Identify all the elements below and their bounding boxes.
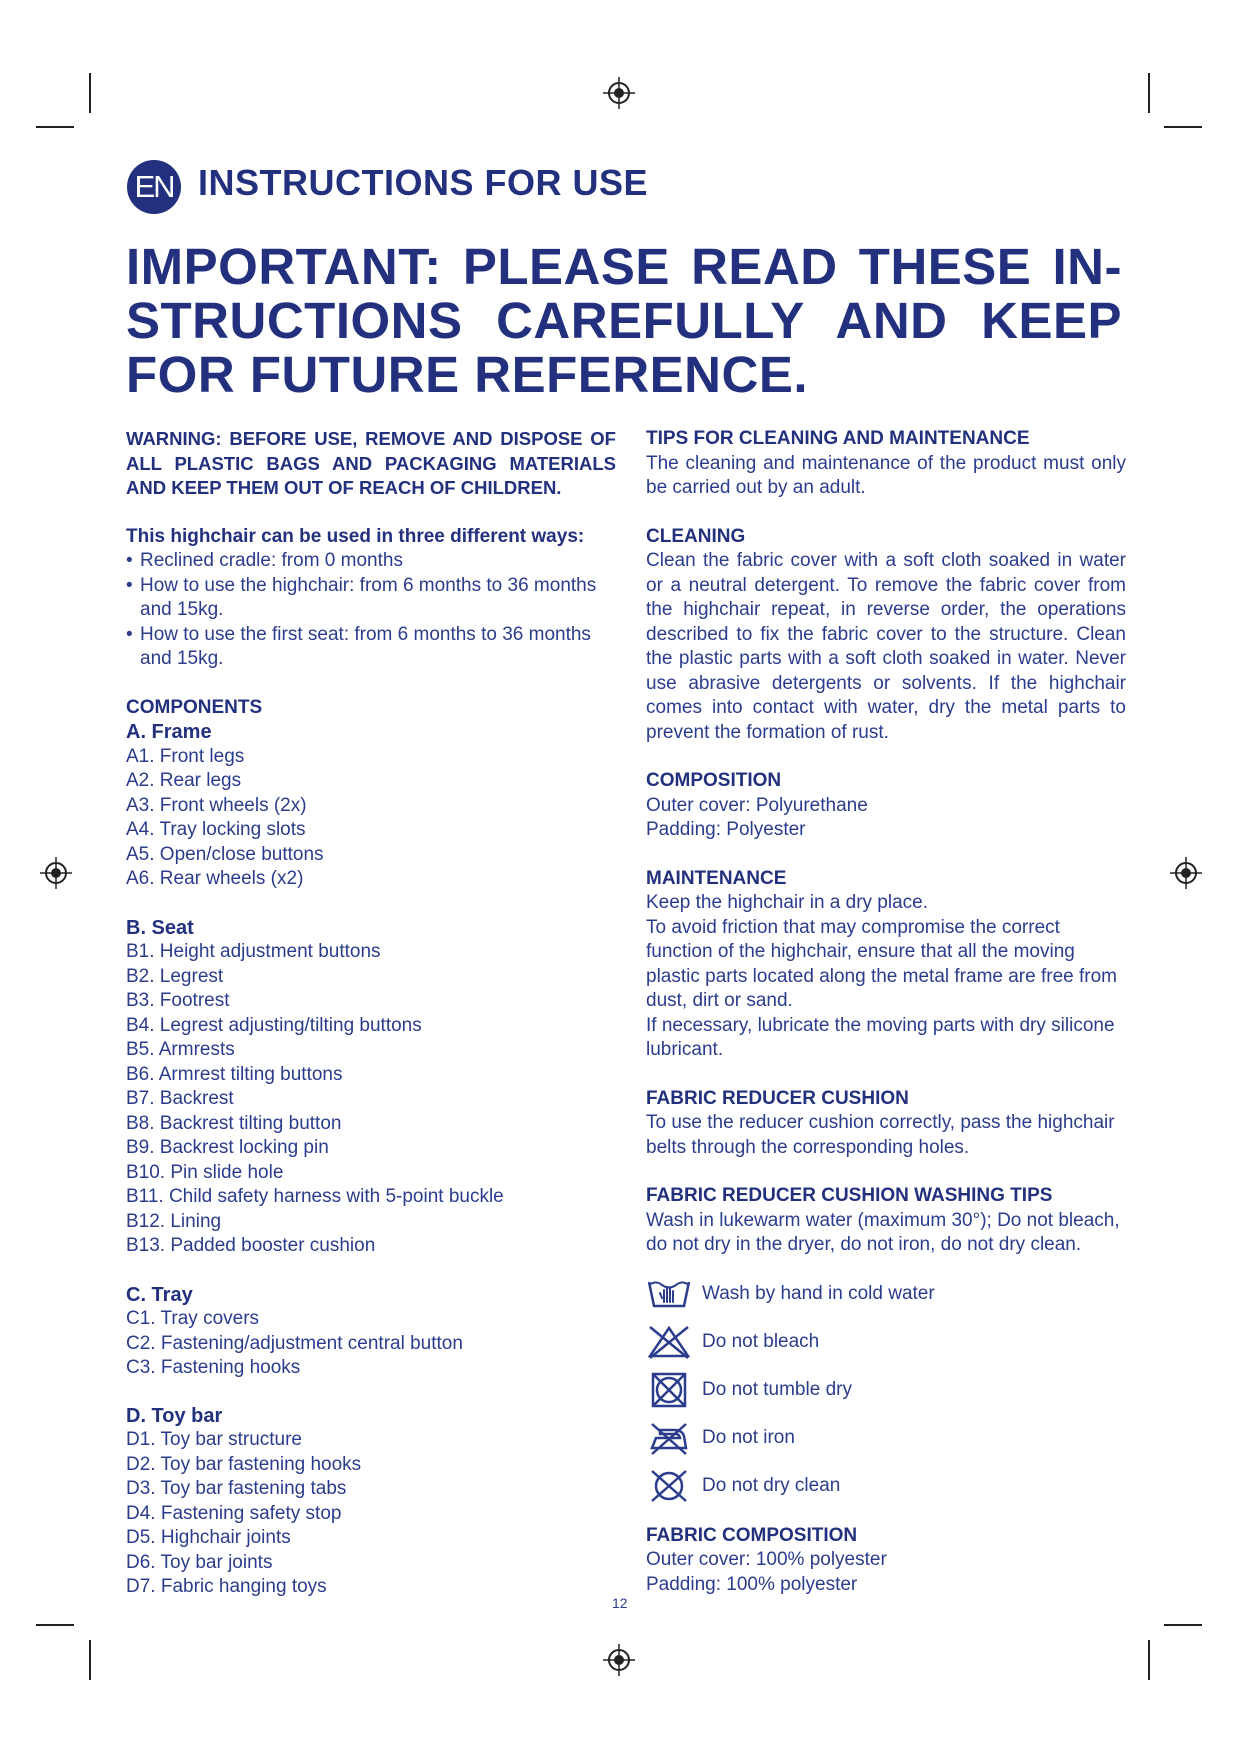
seat-list (126, 940, 616, 1259)
no-dry-clean-icon (646, 1468, 692, 1504)
ways-heading: This highchair can be used in three different ways: (126, 525, 585, 547)
list-item: D3. Toy bar fastening tabs (126, 1478, 347, 1499)
maintenance-text: To avoid friction that may compromise the correct function of the highchair, ensure that all the moving plastic parts located along the metal frame are free from dust, dirt or sand. (646, 916, 1118, 1011)
toybar-list (126, 1428, 616, 1600)
tips-text: The cleaning and maintenance of the product must only be carried out by an adult. (646, 452, 1126, 498)
list-item: B3. Footrest (126, 990, 230, 1011)
care-row-no-tumble-dry (646, 1366, 1126, 1414)
care-label: Do not iron (702, 1426, 795, 1448)
list-item: B4. Legrest adjusting/tilting buttons (126, 1014, 422, 1036)
crop-mark-bl-h (36, 1624, 74, 1626)
fabric-composition-line: Padding: 100% polyester (646, 1573, 858, 1595)
registration-mark-right-icon (1170, 857, 1202, 889)
list-item: D5. Highchair joints (126, 1527, 291, 1548)
tray-heading: C. Tray (126, 1283, 193, 1306)
tips-heading: TIPS FOR CLEANING AND MAINTENANCE (646, 428, 1030, 449)
list-item: D2. Toy bar fastening hooks (126, 1453, 362, 1475)
crop-mark-br-h (1164, 1624, 1202, 1626)
crop-mark-tl-h (36, 126, 74, 128)
page-number: 12 (612, 1595, 628, 1611)
list-item: D1. Toy bar structure (126, 1429, 303, 1450)
list-item: A4. Tray locking slots (126, 819, 306, 840)
crop-mark-tl-v (89, 73, 91, 113)
list-item: • How to use the first seat: from 6 months to 36 months and 15kg. (126, 623, 591, 669)
crop-mark-bl-v (89, 1640, 91, 1680)
crop-mark-tr-v (1148, 73, 1150, 113)
list-item: B10. Pin slide hole (126, 1161, 284, 1183)
hand-wash-icon (646, 1276, 692, 1312)
toybar-heading: D. Toy bar (126, 1404, 223, 1427)
list-item: B5. Armrests (126, 1039, 235, 1060)
list-item: A6. Rear wheels (x2) (126, 868, 304, 889)
registration-mark-top-icon (603, 77, 635, 109)
maintenance-text: If necessary, lubricate the moving parts with dry silicone lubricant. (646, 1014, 1115, 1060)
list-item: C3. Fastening hooks (126, 1357, 301, 1378)
important-notice: IMPORTANT: PLEASE READ THESE IN-STRUCTIONS CAREFULLY AND KEEP FOR FUTURE REFERENCE. (126, 238, 1122, 403)
no-bleach-icon (646, 1324, 692, 1360)
list-item: B6. Armrest tilting buttons (126, 1063, 343, 1085)
list-item: B8. Backrest tilting button (126, 1112, 342, 1134)
care-row-no-bleach (646, 1318, 1126, 1366)
right-column (646, 427, 1126, 1597)
no-iron-icon (646, 1420, 692, 1456)
list-item: C2. Fastening/adjustment central button (126, 1332, 463, 1354)
components-heading: COMPONENTS (126, 696, 263, 718)
list-item: B9. Backrest locking pin (126, 1137, 329, 1158)
list-item: A3. Front wheels (2x) (126, 794, 307, 816)
maintenance-text: Keep the highchair in a dry place. (646, 892, 929, 913)
list-item: • How to use the highchair: from 6 months to 36 months and 15kg. (126, 574, 597, 620)
list-item: B1. Height adjustment buttons (126, 941, 381, 962)
list-item: B2. Legrest (126, 965, 224, 987)
cleaning-heading: CLEANING (646, 525, 746, 547)
list-item: D6. Toy bar joints (126, 1551, 273, 1573)
fabric-composition-line: Outer cover: 100% polyester (646, 1549, 887, 1570)
composition-line: Padding: Polyester (646, 819, 806, 840)
list-item: C1. Tray covers (126, 1308, 260, 1329)
crop-mark-br-v (1148, 1640, 1150, 1680)
care-row-hand-wash (646, 1270, 1126, 1318)
frame-list (126, 745, 616, 892)
washing-heading: FABRIC REDUCER CUSHION WASHING TIPS (646, 1185, 1053, 1206)
care-row-no-iron (646, 1414, 1126, 1462)
warning-text: WARNING: BEFORE USE, REMOVE AND DISPOSE OF ALL PLASTIC BAGS AND PACKAGING MATERIALS AND KEEP THEM OUT OF REACH OF CHILDREN. (126, 428, 616, 498)
ways-list (126, 549, 616, 672)
composition-line: Outer cover: Polyurethane (646, 794, 868, 816)
list-item: A5. Open/close buttons (126, 843, 324, 865)
care-label: Wash by hand in cold water (702, 1282, 935, 1304)
care-label: Do not dry clean (702, 1474, 841, 1496)
care-label: Do not tumble dry (702, 1378, 852, 1400)
list-item: D7. Fabric hanging toys (126, 1576, 327, 1597)
frame-heading: A. Frame (126, 721, 212, 743)
left-column (126, 427, 616, 1600)
cleaning-text: Clean the fabric cover with a soft cloth soaked in water or a neutral detergent. To remove the fabric cover from the highchair repeat, in reverse order, the operations described to fix the fabric cover to the structure. Clean the plastic parts with a soft cloth soaked in water. Never use abrasive detergents or solvents. If the highchair comes into contact with water, dry the metal parts to prevent the formation of rust. (646, 550, 1126, 743)
registration-mark-bottom-icon (603, 1644, 635, 1676)
list-item: A2. Rear legs (126, 770, 242, 791)
crop-mark-tr-h (1164, 126, 1202, 128)
list-item: A1. Front legs (126, 745, 245, 767)
language-badge: EN (127, 160, 181, 214)
list-item: D4. Fastening safety stop (126, 1502, 342, 1524)
list-item: B11. Child safety harness with 5-point buckle (126, 1186, 504, 1207)
header-title: INSTRUCTIONS FOR USE (198, 162, 649, 203)
tray-list (126, 1307, 616, 1381)
reducer-heading: FABRIC REDUCER CUSHION (646, 1087, 909, 1109)
list-item: B12. Lining (126, 1210, 222, 1232)
list-item: B7. Backrest (126, 1088, 234, 1109)
list-item: • Reclined cradle: from 0 months (126, 550, 403, 571)
care-symbols (646, 1270, 1126, 1510)
composition-heading: COMPOSITION (646, 770, 782, 791)
registration-mark-left-icon (40, 857, 72, 889)
care-row-no-dry-clean (646, 1462, 1126, 1510)
list-item: B13. Padded booster cushion (126, 1235, 376, 1256)
no-tumble-dry-icon (646, 1372, 692, 1408)
seat-heading: B. Seat (126, 916, 194, 939)
maintenance-heading: MAINTENANCE (646, 867, 787, 889)
reducer-text: To use the reducer cushion correctly, pass the highchair belts through the corresponding holes. (646, 1112, 1115, 1158)
fabric-composition-heading: FABRIC COMPOSITION (646, 1524, 858, 1546)
care-label: Do not bleach (702, 1330, 820, 1352)
washing-text: Wash in lukewarm water (maximum 30°); Do not bleach, do not dry in the dryer, do not iron, do not dry clean. (646, 1209, 1120, 1255)
